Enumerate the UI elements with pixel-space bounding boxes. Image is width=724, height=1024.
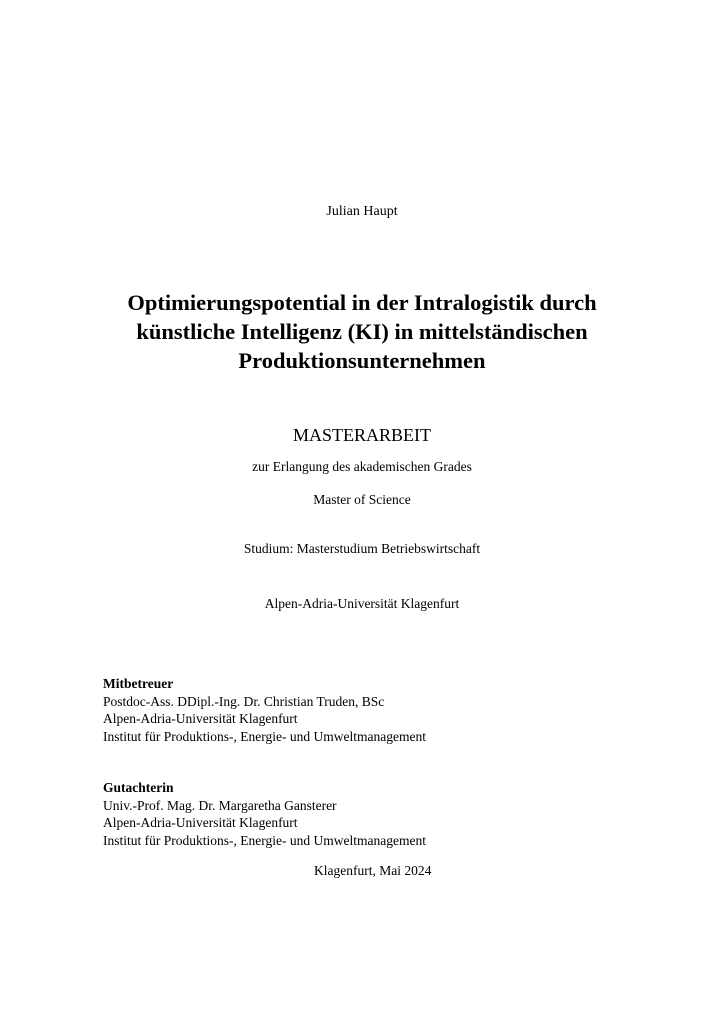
thesis-title — [0, 288, 724, 375]
thesis-title-line-2: künstliche Intelligenz (KI) in mittelständischen — [136, 319, 588, 344]
degree-purpose: zur Erlangung des akademischen Grades — [252, 459, 472, 474]
co-advisor-name: Postdoc-Ass. DDipl.-Ing. Dr. Christian Truden, BSc — [103, 693, 385, 709]
study-program: Studium: Masterstudium Betriebswirtschaft — [243, 541, 481, 556]
thesis-title-line-3: Produktionsunternehmen — [238, 348, 486, 373]
thesis-title-line-1: Optimierungspotential in der Intralogistik durch — [127, 290, 597, 315]
co-advisor-block — [103, 675, 426, 745]
co-advisor-heading: Mitbetreuer — [103, 676, 174, 691]
co-advisor-institute: Institut für Produktions-, Energie- und Umweltmanagement — [103, 728, 426, 744]
author-name: Julian Haupt — [326, 204, 398, 219]
reviewer-name: Univ.-Prof. Mag. Dr. Margaretha Gansterer — [103, 797, 337, 813]
co-advisor-university: Alpen-Adria-Universität Klagenfurt — [103, 711, 298, 726]
university-name: Alpen-Adria-Universität Klagenfurt — [264, 596, 460, 611]
reviewer-institute: Institut für Produktions-, Energie- und Umweltmanagement — [103, 832, 426, 848]
degree-name: Master of Science — [313, 492, 411, 507]
place-and-date: Klagenfurt, Mai 2024 — [314, 863, 432, 878]
reviewer-university: Alpen-Adria-Universität Klagenfurt — [103, 815, 298, 830]
reviewer-heading: Gutachterin — [103, 780, 174, 795]
document-type: MASTERARBEIT — [292, 425, 431, 445]
reviewer-block — [103, 779, 426, 849]
